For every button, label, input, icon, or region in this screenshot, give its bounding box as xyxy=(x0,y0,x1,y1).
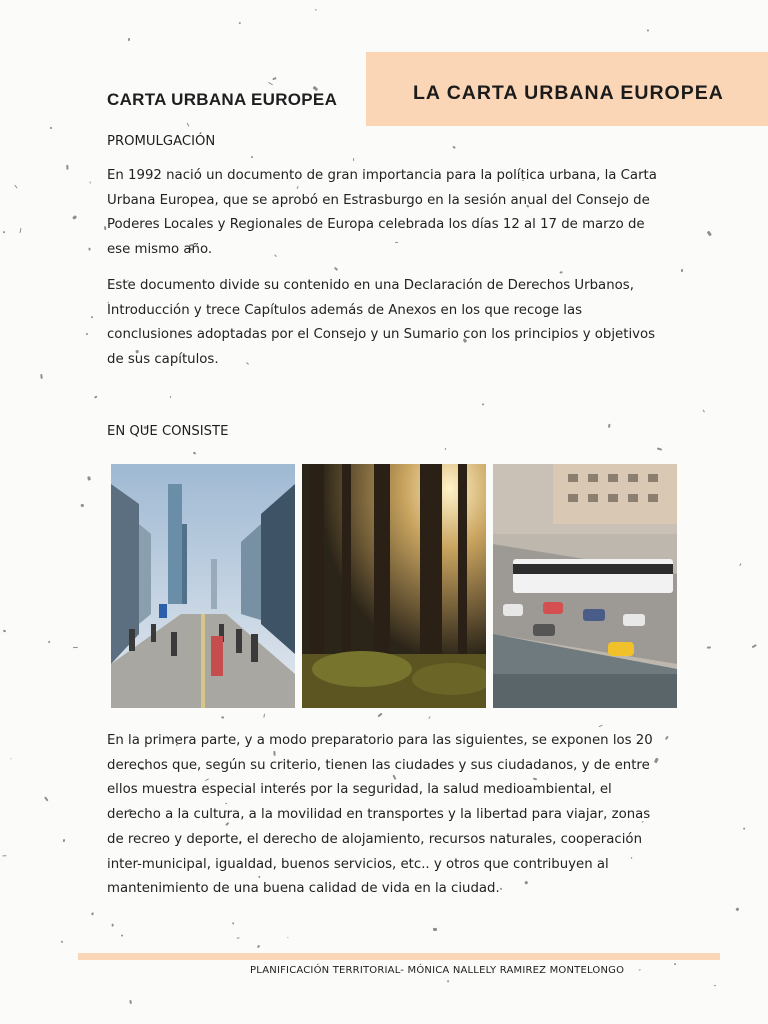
paper-speck xyxy=(222,716,225,718)
paper-speck xyxy=(707,647,711,649)
highway-traffic-photo xyxy=(493,464,677,708)
forest-photo xyxy=(302,464,486,708)
paper-speck xyxy=(87,476,91,481)
paragraph-promulgacion-1: En 1992 nació un documento de gran importancia para la política urbana, la Carta Urbana Europea, que se aprobó en Estrasburgo en la sesión anual del Consejo de Poderes Locales y Regionales de Europa celebrada los días 12 al 17 de marzo de ese mismo año. xyxy=(107,168,657,258)
paper-speck xyxy=(130,1000,132,1004)
paper-speck xyxy=(50,127,53,130)
paper-speck xyxy=(315,8,317,10)
paper-speck xyxy=(353,158,354,161)
paper-speck xyxy=(111,924,114,927)
paper-speck xyxy=(66,164,68,169)
paper-speck xyxy=(735,907,739,911)
paper-speck xyxy=(674,963,677,966)
paper-speck xyxy=(73,647,78,648)
paper-speck xyxy=(481,402,484,405)
paper-speck xyxy=(44,797,48,802)
paper-speck xyxy=(334,267,338,271)
paper-speck xyxy=(256,945,260,949)
paper-speck xyxy=(251,156,254,159)
paper-speck xyxy=(60,940,63,943)
paper-speck xyxy=(2,231,4,233)
paper-speck xyxy=(268,82,273,85)
paper-speck xyxy=(646,30,649,32)
section-heading-promulgacion: PROMULGACIÓN xyxy=(107,134,216,149)
paper-speck xyxy=(378,713,383,717)
paper-speck xyxy=(702,410,705,413)
paper-speck xyxy=(599,724,603,727)
paper-speck xyxy=(239,22,241,24)
paper-speck xyxy=(170,396,172,398)
paper-speck xyxy=(94,396,98,399)
paper-speck xyxy=(656,448,661,451)
paper-speck xyxy=(608,424,611,429)
paper-speck xyxy=(121,934,123,937)
paper-speck xyxy=(91,912,94,916)
paper-speck xyxy=(128,38,131,41)
paper-speck xyxy=(3,629,6,632)
paper-speck xyxy=(452,145,456,148)
paper-speck xyxy=(743,827,745,830)
paper-speck xyxy=(752,644,757,648)
paper-speck xyxy=(429,716,432,719)
paper-speck xyxy=(81,504,84,507)
paper-speck xyxy=(707,231,712,236)
paper-speck xyxy=(2,855,7,856)
paper-speck xyxy=(47,640,50,643)
paper-speck xyxy=(73,215,78,219)
paper-speck xyxy=(90,182,92,184)
paper-speck xyxy=(232,922,235,925)
paper-speck xyxy=(9,758,11,760)
paper-speck xyxy=(91,316,94,318)
paper-speck xyxy=(187,123,190,127)
paper-speck xyxy=(88,247,91,250)
document-title: CARTA URBANA EUROPEA xyxy=(107,90,338,109)
header-banner xyxy=(366,52,768,126)
paper-speck xyxy=(237,937,240,939)
city-street-photo xyxy=(111,464,295,708)
paper-speck xyxy=(85,333,87,335)
paper-speck xyxy=(19,228,21,233)
footer-text: PLANIFICACIÓN TERRITORIAL- MÓNICA NALLELY RAMIREZ MONTELONGO xyxy=(250,965,625,976)
banner-title: LA CARTA URBANA EUROPEA xyxy=(413,82,724,104)
paper-speck xyxy=(740,563,742,566)
paper-speck xyxy=(273,78,277,81)
paper-speck xyxy=(445,448,446,450)
paper-speck xyxy=(638,969,640,971)
paper-speck xyxy=(263,714,265,718)
paper-speck xyxy=(193,452,196,455)
paper-speck xyxy=(63,839,65,842)
section-heading-en-que-consiste: EN QUE CONSISTE xyxy=(107,424,229,439)
paragraph-en-que-consiste: En la primera parte, y a modo preparatorio para las siguientes, se exponen los 20 derechos que, según su criterio, tienen las ciudades y sus ciudadanos, y de entre ellos muestra especial interés por la seguridad, la salud medioambiental, el derecho a la cultura, a la movilidad en transportes y la libertad para viajar, zonas de recreo y deporte, el derecho de alojamiento, recursos naturales, cooperación inter-municipal, igualdad, buenos servicios, etc.. y otros que contribuyen al mantenimiento de una buena calidad de vida en la ciudad. xyxy=(107,733,653,897)
paper-speck xyxy=(287,937,289,939)
paper-speck xyxy=(446,980,449,983)
footer-accent-bar xyxy=(78,953,720,960)
paper-speck xyxy=(14,184,17,187)
paragraph-promulgacion-2: Este documento divide su contenido en una Declaración de Derechos Urbanos, Introducción y trece Capítulos además de Anexos en los que recoge las conclusiones adoptadas por el Consejo y un Sumario con los principios y objetivos de sus capítulos. xyxy=(107,278,656,368)
paper-speck xyxy=(40,374,43,379)
paper-speck xyxy=(714,985,716,987)
paper-speck xyxy=(681,269,683,272)
paper-speck xyxy=(433,928,438,931)
